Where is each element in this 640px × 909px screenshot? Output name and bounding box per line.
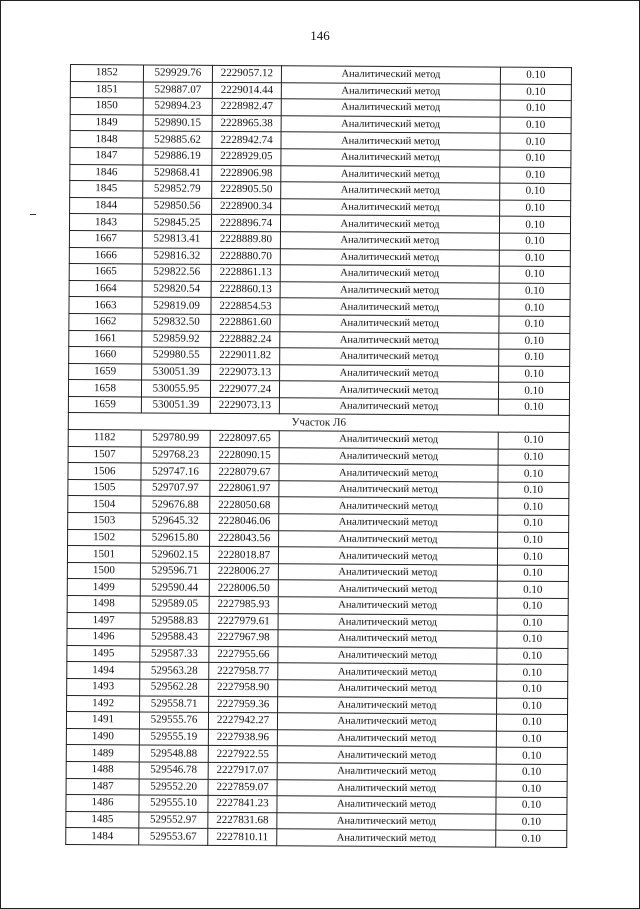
method-cell: Аналитический метод (281, 165, 500, 183)
x-coordinate-cell: 529780.99 (141, 430, 210, 447)
x-coordinate-cell: 529588.43 (140, 629, 209, 646)
method-cell: Аналитический метод (280, 315, 499, 333)
x-coordinate-cell: 529596.71 (140, 563, 209, 580)
error-cell: 0.10 (500, 100, 571, 117)
point-number-cell: 1666 (69, 247, 142, 264)
y-coordinate-cell: 2227841.23 (208, 795, 277, 812)
x-coordinate-cell: 529885.62 (143, 131, 212, 148)
method-cell: Аналитический метод (277, 746, 496, 764)
x-coordinate-cell: 529845.25 (142, 214, 211, 231)
method-cell: Аналитический метод (277, 763, 496, 781)
point-number-cell: 1489 (66, 745, 139, 762)
y-coordinate-cell: 2228043.56 (210, 530, 279, 547)
point-number-cell: 1499 (67, 579, 140, 596)
point-number-cell: 1662 (69, 313, 142, 330)
point-number-cell: 1503 (68, 513, 141, 530)
x-coordinate-cell: 529562.28 (140, 679, 209, 696)
x-coordinate-cell: 529563.28 (140, 662, 209, 679)
error-cell: 0.10 (498, 515, 569, 532)
x-coordinate-cell: 529822.56 (142, 264, 211, 281)
y-coordinate-cell: 2228018.87 (209, 547, 278, 564)
x-coordinate-cell: 529819.09 (142, 297, 211, 314)
method-cell: Аналитический метод (280, 364, 499, 382)
error-cell: 0.10 (497, 631, 568, 648)
point-number-cell: 1852 (70, 65, 143, 82)
point-number-cell: 1848 (70, 131, 143, 148)
method-cell: Аналитический метод (281, 99, 500, 117)
x-coordinate-cell: 529555.76 (139, 712, 208, 729)
x-coordinate-cell: 529980.55 (142, 347, 211, 364)
y-coordinate-cell: 2227959.36 (209, 696, 278, 713)
y-coordinate-cell: 2227859.07 (208, 779, 277, 796)
x-coordinate-cell: 530051.39 (141, 397, 210, 414)
coordinates-table-part2 (66, 430, 570, 848)
coordinates-table-part1 (68, 65, 571, 417)
method-cell: Аналитический метод (281, 66, 500, 84)
point-number-cell: 1502 (68, 529, 141, 546)
point-number-cell: 1501 (67, 546, 140, 563)
error-cell: 0.10 (496, 714, 567, 731)
point-number-cell: 1498 (67, 595, 140, 612)
error-cell: 0.10 (500, 183, 571, 200)
error-cell: 0.10 (496, 731, 567, 748)
error-cell: 0.10 (498, 482, 569, 499)
y-coordinate-cell: 2229014.44 (212, 82, 281, 99)
error-cell: 0.10 (496, 797, 567, 814)
y-coordinate-cell: 2229057.12 (212, 65, 281, 82)
error-cell: 0.10 (500, 84, 571, 101)
y-coordinate-cell: 2228882.24 (211, 331, 280, 348)
y-coordinate-cell: 2228006.27 (209, 563, 278, 580)
section-title: Участок Л6 (68, 413, 569, 433)
point-number-cell: 1663 (69, 297, 142, 314)
error-cell: 0.10 (497, 664, 568, 681)
error-cell: 0.10 (500, 150, 571, 167)
y-coordinate-cell: 2227831.68 (208, 812, 277, 829)
method-cell: Аналитический метод (277, 829, 496, 847)
method-cell: Аналитический метод (280, 298, 499, 316)
margin-mark (30, 214, 36, 215)
x-coordinate-cell: 529852.79 (143, 181, 212, 198)
y-coordinate-cell: 2228889.80 (211, 231, 280, 248)
y-coordinate-cell: 2228860.13 (211, 281, 280, 298)
method-cell: Аналитический метод (279, 464, 498, 482)
error-cell: 0.10 (498, 532, 569, 549)
y-coordinate-cell: 2228861.13 (211, 264, 280, 281)
x-coordinate-cell: 529816.32 (142, 247, 211, 264)
error-cell: 0.10 (499, 333, 570, 350)
point-number-cell: 1660 (69, 347, 142, 364)
x-coordinate-cell: 529590.44 (140, 579, 209, 596)
point-number-cell: 1658 (68, 380, 141, 397)
y-coordinate-cell: 2228050.68 (210, 497, 279, 514)
point-number-cell: 1491 (66, 712, 139, 729)
x-coordinate-cell: 529887.07 (143, 82, 212, 99)
point-number-cell: 1665 (69, 264, 142, 281)
error-cell: 0.10 (499, 283, 570, 300)
point-number-cell: 1506 (68, 463, 141, 480)
error-cell: 0.10 (497, 598, 568, 615)
error-cell: 0.10 (497, 615, 568, 632)
y-coordinate-cell: 2228854.53 (211, 298, 280, 315)
error-cell: 0.10 (496, 830, 567, 847)
error-cell: 0.10 (498, 432, 569, 449)
point-number-cell: 1497 (67, 612, 140, 629)
point-number-cell: 1484 (66, 828, 139, 845)
method-cell: Аналитический метод (281, 182, 500, 200)
x-coordinate-cell: 529850.56 (143, 198, 212, 215)
x-coordinate-cell: 529707.97 (141, 480, 210, 497)
method-cell: Аналитический метод (277, 779, 496, 797)
y-coordinate-cell: 2228090.15 (210, 447, 279, 464)
method-cell: Аналитический метод (278, 663, 497, 681)
point-number-cell: 1492 (67, 695, 140, 712)
point-number-cell: 1659 (69, 363, 142, 380)
point-number-cell: 1504 (68, 496, 141, 513)
x-coordinate-cell: 529868.41 (143, 165, 212, 182)
method-cell: Аналитический метод (278, 630, 497, 648)
error-cell: 0.10 (497, 681, 568, 698)
page-number: 146 (310, 28, 330, 43)
y-coordinate-cell: 2227979.61 (209, 613, 278, 630)
x-coordinate-cell: 529558.71 (140, 695, 209, 712)
x-coordinate-cell: 529546.78 (139, 762, 208, 779)
point-number-cell: 1507 (68, 446, 141, 463)
y-coordinate-cell: 2228965.38 (212, 115, 281, 132)
point-number-cell: 1667 (69, 230, 142, 247)
error-cell: 0.10 (500, 67, 571, 84)
y-coordinate-cell: 2228006.50 (209, 580, 278, 597)
point-number-cell: 1496 (67, 629, 140, 646)
error-cell: 0.10 (497, 565, 568, 582)
method-cell: Аналитический метод (279, 481, 498, 499)
error-cell: 0.10 (497, 648, 568, 665)
point-number-cell: 1505 (68, 479, 141, 496)
y-coordinate-cell: 2228880.70 (211, 248, 280, 265)
y-coordinate-cell: 2227985.93 (209, 596, 278, 613)
error-cell: 0.10 (499, 349, 570, 366)
error-cell: 0.10 (497, 698, 568, 715)
method-cell: Аналитический метод (278, 580, 497, 598)
method-cell: Аналитический метод (277, 713, 496, 731)
y-coordinate-cell: 2229073.13 (211, 364, 280, 381)
y-coordinate-cell: 2227810.11 (208, 829, 277, 846)
error-cell: 0.10 (496, 814, 567, 831)
x-coordinate-cell: 529820.54 (142, 281, 211, 298)
y-coordinate-cell: 2228079.67 (210, 464, 279, 481)
y-coordinate-cell: 2228906.98 (212, 165, 281, 182)
y-coordinate-cell: 2228896.74 (211, 215, 280, 232)
x-coordinate-cell: 529886.19 (143, 148, 212, 165)
y-coordinate-cell: 2227958.77 (209, 663, 278, 680)
method-cell: Аналитический метод (278, 613, 497, 631)
point-number-cell: 1487 (66, 778, 139, 795)
x-coordinate-cell: 529929.76 (143, 65, 212, 82)
y-coordinate-cell: 2228861.60 (211, 314, 280, 331)
point-number-cell: 1659 (68, 396, 141, 413)
y-coordinate-cell: 2229077.24 (210, 381, 279, 398)
x-coordinate-cell: 529552.20 (139, 778, 208, 795)
method-cell: Аналитический метод (279, 530, 498, 548)
error-cell: 0.10 (497, 548, 568, 565)
point-number-cell: 1851 (70, 81, 143, 98)
method-cell: Аналитический метод (278, 564, 497, 582)
y-coordinate-cell: 2227958.90 (209, 679, 278, 696)
method-cell: Аналитический метод (280, 232, 499, 250)
point-number-cell: 1846 (70, 164, 143, 181)
error-cell: 0.10 (496, 747, 567, 764)
y-coordinate-cell: 2228982.47 (212, 99, 281, 116)
y-coordinate-cell: 2228905.50 (212, 182, 281, 199)
method-cell: Аналитический метод (280, 215, 499, 233)
x-coordinate-cell: 530055.95 (141, 380, 210, 397)
x-coordinate-cell: 529813.41 (142, 231, 211, 248)
x-coordinate-cell: 529676.88 (141, 496, 210, 513)
error-cell: 0.10 (499, 316, 570, 333)
point-number-cell: 1494 (67, 662, 140, 679)
x-coordinate-cell: 529615.80 (141, 530, 210, 547)
error-cell: 0.10 (496, 781, 567, 798)
point-number-cell: 1500 (67, 562, 140, 579)
x-coordinate-cell: 529832.50 (142, 314, 211, 331)
method-cell: Аналитический метод (278, 597, 497, 615)
coordinates-table (65, 64, 572, 848)
error-cell: 0.10 (499, 233, 570, 250)
error-cell: 0.10 (498, 449, 569, 466)
point-number-cell: 1495 (67, 645, 140, 662)
method-cell: Аналитический метод (281, 132, 500, 150)
x-coordinate-cell: 529587.33 (140, 646, 209, 663)
x-coordinate-cell: 529747.16 (141, 463, 210, 480)
error-cell: 0.10 (499, 299, 570, 316)
x-coordinate-cell: 529555.19 (139, 729, 208, 746)
point-number-cell: 1664 (69, 280, 142, 297)
point-number-cell: 1488 (66, 761, 139, 778)
y-coordinate-cell: 2228097.65 (210, 430, 279, 447)
method-cell: Аналитический метод (279, 398, 498, 416)
y-coordinate-cell: 2228061.97 (210, 480, 279, 497)
x-coordinate-cell: 529645.32 (141, 513, 210, 530)
error-cell: 0.10 (500, 167, 571, 184)
method-cell: Аналитический метод (279, 514, 498, 532)
point-number-cell: 1485 (66, 811, 139, 828)
point-number-cell: 1849 (70, 114, 143, 131)
point-number-cell: 1490 (66, 728, 139, 745)
error-cell: 0.10 (500, 134, 571, 151)
error-cell: 0.10 (499, 366, 570, 383)
method-cell: Аналитический метод (277, 796, 496, 814)
x-coordinate-cell: 530051.39 (142, 364, 211, 381)
point-number-cell: 1493 (67, 678, 140, 695)
method-cell: Аналитический метод (279, 447, 498, 465)
method-cell: Аналитический метод (277, 812, 496, 830)
point-number-cell: 1844 (70, 197, 143, 214)
error-cell: 0.10 (497, 582, 568, 599)
x-coordinate-cell: 529602.15 (140, 546, 209, 563)
point-number-cell: 1850 (70, 98, 143, 115)
x-coordinate-cell: 529859.92 (142, 330, 211, 347)
y-coordinate-cell: 2227922.55 (208, 746, 277, 763)
method-cell: Аналитический метод (280, 248, 499, 266)
x-coordinate-cell: 529589.05 (140, 596, 209, 613)
method-cell: Аналитический метод (281, 199, 500, 217)
x-coordinate-cell: 529553.67 (139, 828, 208, 845)
y-coordinate-cell: 2228929.05 (212, 148, 281, 165)
error-cell: 0.10 (500, 117, 571, 134)
method-cell: Аналитический метод (281, 149, 500, 167)
point-number-cell: 1182 (68, 430, 141, 447)
method-cell: Аналитический метод (279, 381, 498, 399)
method-cell: Аналитический метод (280, 265, 499, 283)
y-coordinate-cell: 2229011.82 (211, 347, 280, 364)
method-cell: Аналитический метод (278, 680, 497, 698)
x-coordinate-cell: 529552.97 (139, 812, 208, 829)
y-coordinate-cell: 2227917.07 (208, 762, 277, 779)
y-coordinate-cell: 2228046.06 (210, 513, 279, 530)
method-cell: Аналитический метод (278, 547, 497, 565)
error-cell: 0.10 (499, 266, 570, 283)
y-coordinate-cell: 2227967.98 (209, 630, 278, 647)
error-cell: 0.10 (498, 399, 569, 416)
error-cell: 0.10 (498, 382, 569, 399)
y-coordinate-cell: 2229073.13 (210, 397, 279, 414)
y-coordinate-cell: 2228942.74 (212, 132, 281, 149)
point-number-cell: 1486 (66, 795, 139, 812)
y-coordinate-cell: 2227955.66 (209, 646, 278, 663)
error-cell: 0.10 (499, 250, 570, 267)
x-coordinate-cell: 529890.15 (143, 115, 212, 132)
method-cell: Аналитический метод (279, 431, 498, 449)
method-cell: Аналитический метод (278, 647, 497, 665)
error-cell: 0.10 (498, 499, 569, 516)
method-cell: Аналитический метод (280, 331, 499, 349)
method-cell: Аналитический метод (277, 730, 496, 748)
point-number-cell: 1845 (70, 181, 143, 198)
error-cell: 0.10 (498, 465, 569, 482)
x-coordinate-cell: 529894.23 (143, 98, 212, 115)
method-cell: Аналитический метод (281, 82, 500, 100)
error-cell: 0.10 (496, 764, 567, 781)
method-cell: Аналитический метод (279, 497, 498, 515)
x-coordinate-cell: 529768.23 (141, 447, 210, 464)
method-cell: Аналитический метод (278, 696, 497, 714)
y-coordinate-cell: 2227938.96 (208, 729, 277, 746)
method-cell: Аналитический метод (281, 116, 500, 134)
table-row (66, 828, 567, 848)
point-number-cell: 1843 (69, 214, 142, 231)
error-cell: 0.10 (499, 216, 570, 233)
y-coordinate-cell: 2227942.27 (208, 713, 277, 730)
x-coordinate-cell: 529555.10 (139, 795, 208, 812)
y-coordinate-cell: 2228900.34 (212, 198, 281, 215)
point-number-cell: 1661 (69, 330, 142, 347)
x-coordinate-cell: 529548.88 (139, 745, 208, 762)
method-cell: Аналитический метод (280, 348, 499, 366)
error-cell: 0.10 (500, 200, 571, 217)
method-cell: Аналитический метод (280, 282, 499, 300)
x-coordinate-cell: 529588.83 (140, 613, 209, 630)
point-number-cell: 1847 (70, 147, 143, 164)
